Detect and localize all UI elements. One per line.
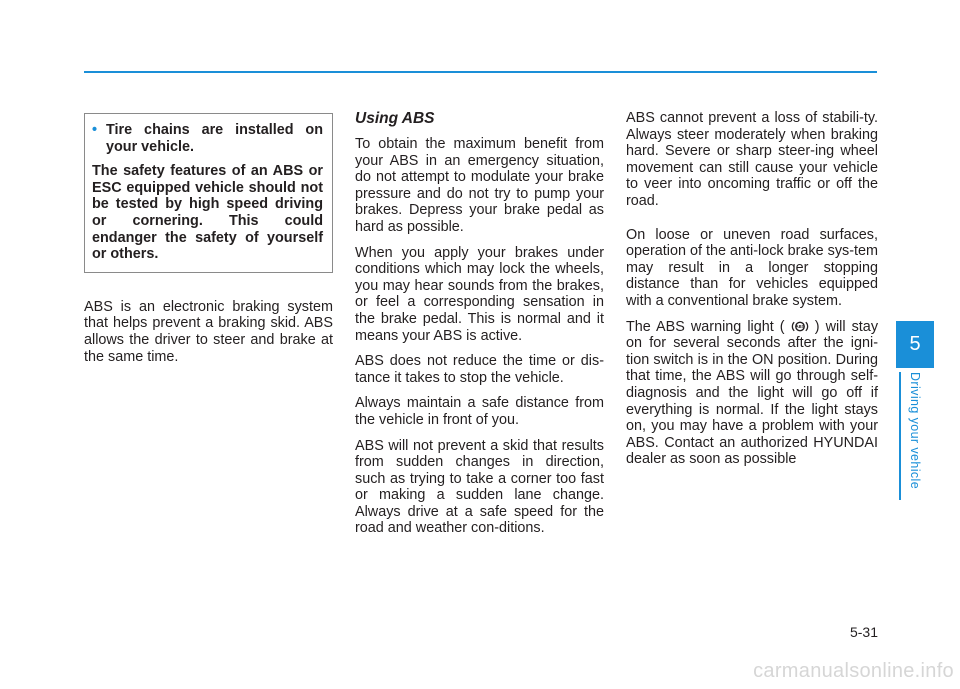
warning-light-text-after: ) will stay on for several seconds after the igni-tion switch is in the ON position. During that time, the ABS will go through self-diagnosis and the light will go off if everything is normal. If the light stays on, you may have a problem with your ABS. Contact an authorized HYUNDAI dealer as soon as possible xyxy=(626,318,879,468)
abs-intro-paragraph: ABS is an electronic braking system that helps prevent a braking skid. ABS allows the driver to steer and brake at the same time. xyxy=(84,298,333,365)
warning-light-text-before: The ABS warning light ( xyxy=(626,318,785,335)
paragraph: ABS cannot prevent a loss of stabili-ty. Always steer moderately when braking hard. Severe or sharp steer-ing wheel movement can still cause your vehicle to veer into oncoming traffic or off the road. xyxy=(626,110,878,209)
chapter-rule xyxy=(899,372,901,500)
right-column xyxy=(626,110,878,477)
bullet-icon: • xyxy=(92,122,98,138)
watermark: carmanualsonline.info xyxy=(753,660,954,682)
abs-warning-light-paragraph xyxy=(626,319,878,468)
paragraph: To obtain the maximum benefit from your ABS in an emergency situation, do not attempt to modulate your brake pressure and do not try to pump your brakes. Depress your brake pedal as hard as possible. xyxy=(355,136,604,235)
paragraph: When you apply your brakes under conditions which may lock the wheels, you may hear sounds from the brakes, or feel a corresponding sensation in the brake pedal. This is normal and it means your ABS is active. xyxy=(355,244,604,344)
chapter-number-tab: 5 xyxy=(896,321,934,368)
page-number: 5-31 xyxy=(849,624,878,640)
warning-body: The safety features of an ABS or ESC equipped vehicle should not be tested by high speed driving or cornering. This could endanger the safety of yourself or others. xyxy=(92,163,323,263)
abs-warning-light-icon xyxy=(791,320,809,333)
paragraph: ABS does not reduce the time or dis-tance it takes to stop the vehicle. xyxy=(355,353,604,386)
warning-bullet-text: Tire chains are installed on your vehicle. xyxy=(106,122,323,155)
left-column xyxy=(84,113,333,374)
warning-bullet-item xyxy=(92,122,323,155)
paragraph: ABS will not prevent a skid that results from sudden changes in direction, such as trying to take a corner too fast or making a sudden lane change. Always drive at a safe speed for the road and weather con-ditions. xyxy=(355,437,604,537)
header-rule xyxy=(84,71,877,73)
section-heading: Using ABS xyxy=(355,110,435,127)
middle-column xyxy=(355,110,604,546)
warning-box xyxy=(84,113,333,273)
chapter-title: Driving your vehicle xyxy=(908,372,922,490)
svg-text:ABS: ABS xyxy=(795,323,805,329)
paragraph: Always maintain a safe distance from the vehicle in front of you. xyxy=(355,395,604,428)
paragraph: On loose or uneven road surfaces, operation of the anti-lock brake sys-tem may result in a longer stopping distance than for vehicles equipped with a conventional brake system. xyxy=(626,226,878,309)
